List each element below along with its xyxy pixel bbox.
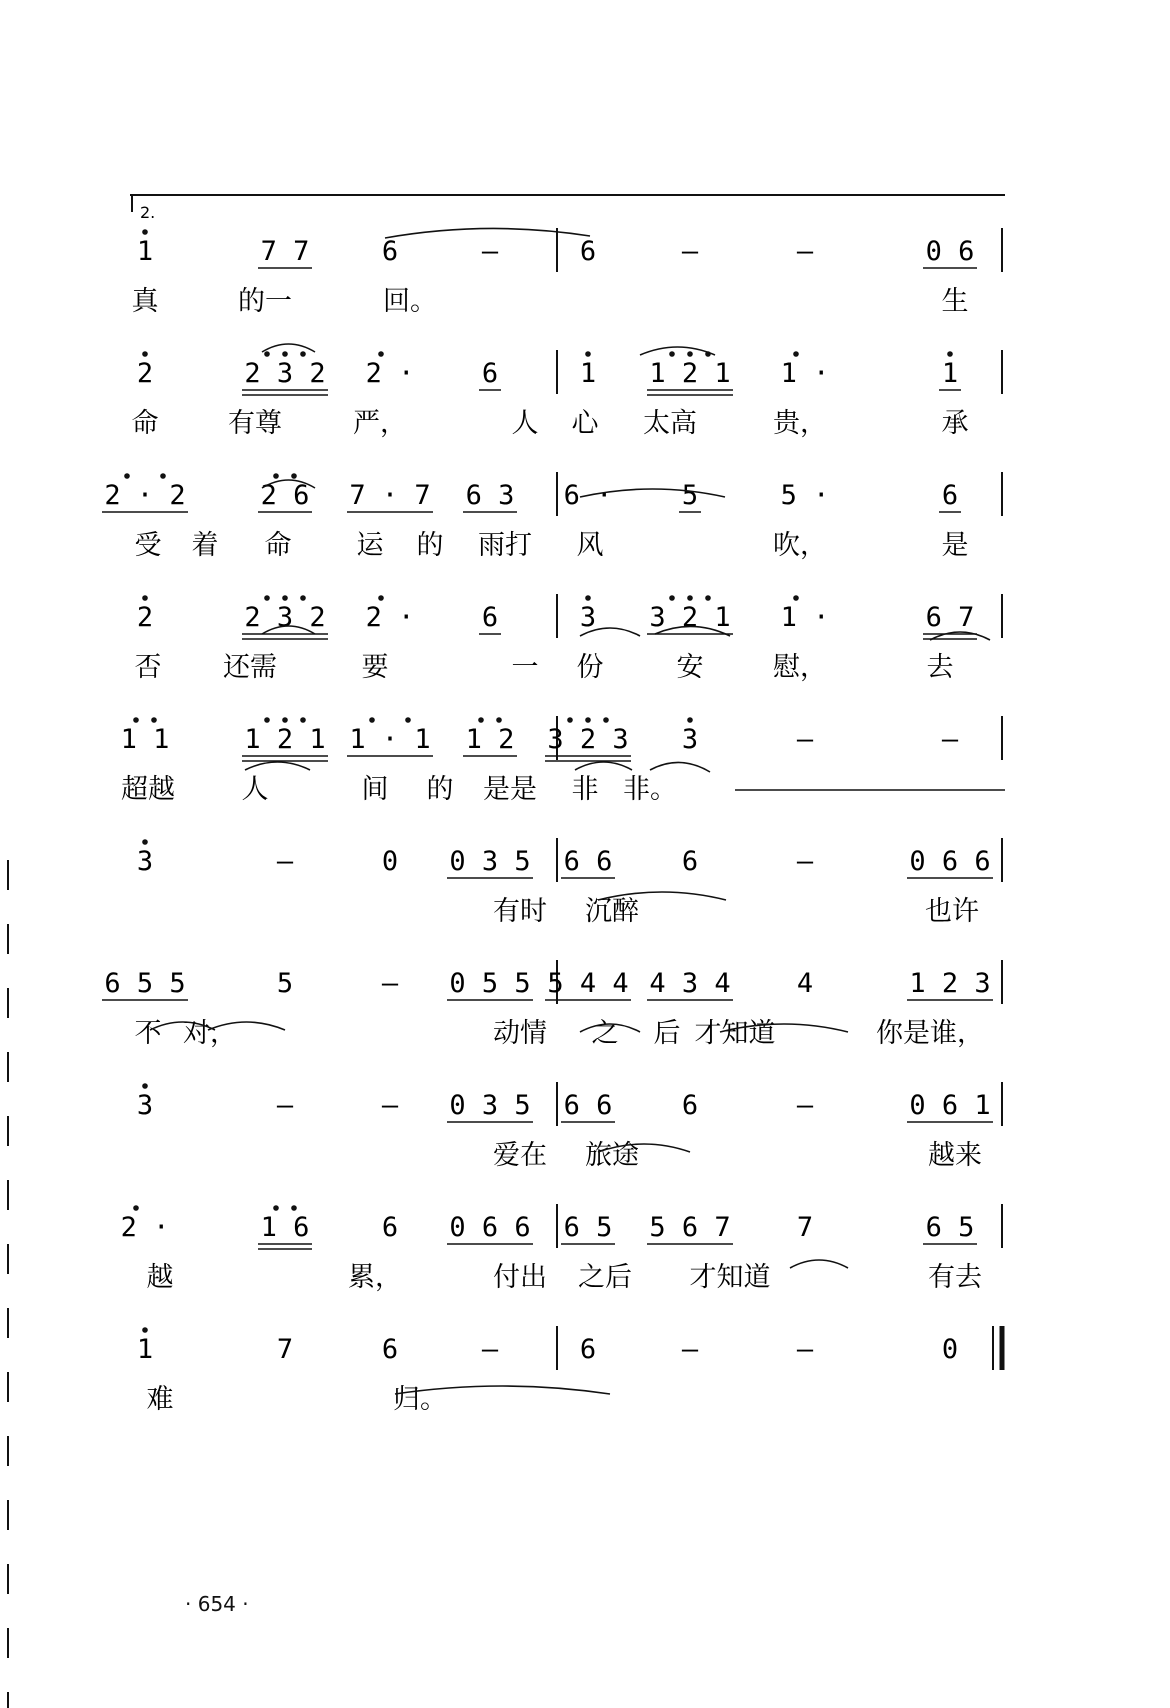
note-group: 6 bbox=[681, 1090, 699, 1121]
note-group: 1 2 1 bbox=[649, 358, 731, 389]
note-group: — bbox=[681, 236, 699, 267]
lyric-syllable: 超越 bbox=[121, 774, 175, 805]
lyric-syllable: 一 bbox=[511, 652, 539, 683]
octave-dot bbox=[273, 1205, 279, 1211]
note-group: 5 bbox=[276, 968, 294, 999]
octave-dot bbox=[142, 595, 148, 601]
note-group: 6 · bbox=[563, 480, 613, 511]
note-group: 6 bbox=[381, 1212, 399, 1243]
octave-dot bbox=[300, 351, 306, 357]
note-group: 3 bbox=[579, 602, 597, 633]
note-group: 6 bbox=[381, 1334, 399, 1365]
lyric-syllable: 的 bbox=[426, 774, 454, 805]
lyric-syllable: 不 bbox=[134, 1018, 162, 1049]
lyric-syllable: 安 bbox=[676, 652, 704, 683]
note-group: — bbox=[796, 1090, 814, 1121]
note-group: 6 bbox=[681, 846, 699, 877]
note-group: 0 bbox=[941, 1334, 959, 1365]
note-group: 0 6 1 bbox=[909, 1090, 991, 1121]
lyric-syllable: 严， bbox=[353, 408, 407, 439]
octave-dot bbox=[142, 1083, 148, 1089]
octave-dot bbox=[282, 351, 288, 357]
note-group: 2 3 2 bbox=[244, 602, 326, 633]
octave-dot bbox=[142, 1327, 148, 1333]
octave-dot bbox=[585, 717, 591, 723]
lyric-syllable: 难 bbox=[146, 1384, 174, 1415]
note-group: 6 5 bbox=[563, 1212, 613, 1243]
lyric-syllable: 慰， bbox=[773, 652, 827, 683]
note-group: 2 bbox=[136, 358, 154, 389]
lyric-syllable: 沉醉 bbox=[585, 896, 639, 927]
note-group: — bbox=[481, 236, 499, 267]
lyric-syllable: 才知道 bbox=[694, 1018, 776, 1049]
note-group: 6 bbox=[941, 480, 959, 511]
octave-dot bbox=[585, 351, 591, 357]
lyric-syllable: 有时 bbox=[493, 896, 547, 927]
lyric-syllable: 越来 bbox=[928, 1140, 982, 1171]
note-group: 7 · 7 bbox=[349, 480, 431, 511]
lyric-syllable: 爱在 bbox=[493, 1140, 547, 1171]
octave-dot bbox=[264, 595, 270, 601]
note-group: 7 bbox=[276, 1334, 294, 1365]
lyric-syllable: 动情 bbox=[493, 1018, 547, 1049]
octave-dot bbox=[142, 229, 148, 235]
lyric-syllable: 旅途 bbox=[585, 1140, 639, 1171]
note-group: 0 5 5 bbox=[449, 968, 531, 999]
lyric-syllable: 间 bbox=[361, 774, 389, 805]
octave-dot bbox=[603, 717, 609, 723]
octave-dot bbox=[124, 473, 130, 479]
octave-dot bbox=[705, 595, 711, 601]
lyric-syllable: 要 bbox=[361, 652, 389, 683]
note-group: 0 bbox=[381, 846, 399, 877]
note-group: 1 bbox=[579, 358, 597, 389]
octave-dot bbox=[687, 351, 693, 357]
octave-dot bbox=[273, 473, 279, 479]
note-group: — bbox=[796, 724, 814, 755]
note-group: 1 2 bbox=[465, 724, 515, 755]
note-group: — bbox=[481, 1334, 499, 1365]
octave-dot bbox=[142, 351, 148, 357]
octave-dot bbox=[264, 717, 270, 723]
note-group: — bbox=[796, 236, 814, 267]
lyric-syllable: 真 bbox=[131, 286, 159, 317]
lyric-syllable: 对， bbox=[183, 1018, 237, 1049]
note-group: 5 6 7 bbox=[649, 1212, 731, 1243]
lyric-syllable: 之 bbox=[591, 1018, 619, 1049]
lyric-syllable: 否 bbox=[134, 652, 162, 683]
note-group: 6 bbox=[579, 1334, 597, 1365]
octave-dot bbox=[133, 717, 139, 723]
note-group: 1 2 3 bbox=[909, 968, 991, 999]
lyric-syllable: 回。 bbox=[383, 286, 437, 317]
octave-dot bbox=[496, 717, 502, 723]
note-group: 6 bbox=[579, 236, 597, 267]
octave-dot bbox=[291, 1205, 297, 1211]
lyric-syllable: 受 bbox=[134, 530, 162, 561]
octave-dot bbox=[669, 351, 675, 357]
lyric-syllable: 非。 bbox=[623, 774, 677, 805]
note-group: — bbox=[381, 968, 399, 999]
note-group: — bbox=[796, 1334, 814, 1365]
page-number: · 654 · bbox=[185, 1592, 249, 1616]
octave-dot bbox=[478, 717, 484, 723]
lyric-syllable: 越 bbox=[146, 1262, 174, 1293]
octave-dot bbox=[300, 717, 306, 723]
note-group: 0 6 bbox=[925, 236, 975, 267]
note-group: 4 bbox=[796, 968, 814, 999]
lyric-syllable: 人 bbox=[511, 408, 539, 439]
slur bbox=[245, 762, 310, 770]
octave-dot bbox=[793, 595, 799, 601]
lyric-syllable: 贵， bbox=[773, 408, 827, 439]
octave-dot bbox=[378, 351, 384, 357]
octave-dot bbox=[793, 351, 799, 357]
lyric-syllable: 命 bbox=[264, 530, 292, 561]
lyric-syllable: 你是谁， bbox=[876, 1018, 984, 1049]
note-group: 3 bbox=[681, 724, 699, 755]
note-group: 6 bbox=[381, 236, 399, 267]
octave-dot bbox=[282, 595, 288, 601]
note-group: 0 6 6 bbox=[909, 846, 991, 877]
lyric-syllable: 还需 bbox=[223, 652, 277, 683]
lyric-syllable: 的 bbox=[416, 530, 444, 561]
note-group: 1 6 bbox=[260, 1212, 310, 1243]
note-group: — bbox=[381, 1090, 399, 1121]
lyric-syllable: 非 bbox=[571, 774, 599, 805]
octave-dot bbox=[264, 351, 270, 357]
slur bbox=[640, 347, 715, 355]
octave-dot bbox=[669, 595, 675, 601]
lyric-syllable: 后 bbox=[653, 1018, 681, 1049]
note-group: 0 3 5 bbox=[449, 846, 531, 877]
lyric-syllable: 的一 bbox=[238, 286, 292, 317]
lyric-syllable: 有去 bbox=[928, 1262, 982, 1293]
note-group: 2 bbox=[136, 602, 154, 633]
slur bbox=[790, 1260, 848, 1268]
lyric-syllable: 雨打 bbox=[478, 530, 532, 561]
note-group: 3 2 1 bbox=[649, 602, 731, 633]
note-group: 1 · 1 bbox=[349, 724, 431, 755]
note-group: 5 · bbox=[780, 480, 830, 511]
octave-dot bbox=[405, 717, 411, 723]
lyric-syllable: 吹， bbox=[773, 530, 827, 561]
lyric-syllable: 之后 bbox=[578, 1262, 632, 1293]
note-group: 1 · bbox=[780, 358, 830, 389]
octave-dot bbox=[291, 473, 297, 479]
octave-dot bbox=[151, 717, 157, 723]
note-group: 2 · 2 bbox=[104, 480, 186, 511]
octave-dot bbox=[585, 595, 591, 601]
lyric-syllable: 命 bbox=[131, 408, 159, 439]
lyric-syllable: 太高 bbox=[643, 408, 697, 439]
slur bbox=[262, 344, 315, 352]
note-group: 6 5 bbox=[925, 1212, 975, 1243]
lyric-syllable: 风 bbox=[576, 530, 604, 561]
lyric-syllable: 累， bbox=[348, 1262, 402, 1293]
note-group: 1 1 bbox=[120, 724, 170, 755]
note-group: 1 bbox=[941, 358, 959, 389]
lyric-syllable: 有尊 bbox=[228, 408, 282, 439]
note-group: 2 · bbox=[365, 358, 415, 389]
octave-dot bbox=[133, 1205, 139, 1211]
note-group: 6 bbox=[481, 602, 499, 633]
lyric-syllable: 去 bbox=[926, 652, 954, 683]
note-group: — bbox=[681, 1334, 699, 1365]
octave-dot bbox=[378, 595, 384, 601]
octave-dot bbox=[142, 839, 148, 845]
octave-dot bbox=[947, 351, 953, 357]
note-group: 5 4 4 bbox=[547, 968, 629, 999]
octave-dot bbox=[282, 717, 288, 723]
lyric-syllable: 归。 bbox=[393, 1384, 447, 1415]
note-group: 1 bbox=[136, 1334, 154, 1365]
note-group: 0 6 6 bbox=[449, 1212, 531, 1243]
lyric-syllable: 是 bbox=[941, 530, 969, 561]
note-group: 7 7 bbox=[260, 236, 310, 267]
note-group: 1 2 1 bbox=[244, 724, 326, 755]
note-group: 6 6 bbox=[563, 846, 613, 877]
note-group: — bbox=[941, 724, 959, 755]
lyric-syllable: 着 bbox=[191, 530, 219, 561]
lyric-syllable: 份 bbox=[576, 652, 604, 683]
note-group: 3 bbox=[136, 846, 154, 877]
note-group: 3 2 3 bbox=[547, 724, 629, 755]
octave-dot bbox=[687, 595, 693, 601]
octave-dot bbox=[300, 595, 306, 601]
note-group: — bbox=[276, 846, 294, 877]
lyric-syllable: 也许 bbox=[925, 896, 979, 927]
note-group: 6 bbox=[481, 358, 499, 389]
note-group: — bbox=[796, 846, 814, 877]
note-group: 2 6 bbox=[260, 480, 310, 511]
volta-label: 2. bbox=[140, 203, 156, 222]
slur bbox=[575, 762, 632, 770]
note-group: 1 bbox=[136, 236, 154, 267]
note-group: 6 3 bbox=[465, 480, 515, 511]
octave-dot bbox=[567, 717, 573, 723]
note-group: 3 bbox=[136, 1090, 154, 1121]
lyric-syllable: 运 bbox=[356, 530, 384, 561]
lyric-syllable: 心 bbox=[571, 408, 599, 439]
note-group: 0 3 5 bbox=[449, 1090, 531, 1121]
note-group: 5 bbox=[681, 480, 699, 511]
note-group: 2 · bbox=[120, 1212, 170, 1243]
lyric-syllable: 人 bbox=[241, 774, 269, 805]
octave-dot bbox=[369, 717, 375, 723]
slur bbox=[650, 762, 710, 772]
lyric-syllable: 才知道 bbox=[689, 1262, 771, 1293]
note-group: 7 bbox=[796, 1212, 814, 1243]
note-group: 2 3 2 bbox=[244, 358, 326, 389]
note-group: 6 6 bbox=[563, 1090, 613, 1121]
lyric-syllable: 生 bbox=[941, 286, 969, 317]
lyric-syllable: 承 bbox=[941, 408, 969, 439]
octave-dot bbox=[160, 473, 166, 479]
note-group: — bbox=[276, 1090, 294, 1121]
lyric-syllable: 付出 bbox=[493, 1262, 547, 1293]
note-group: 6 5 5 bbox=[104, 968, 186, 999]
octave-dot bbox=[687, 717, 693, 723]
note-group: 4 3 4 bbox=[649, 968, 731, 999]
lyric-syllable: 是是 bbox=[483, 774, 537, 805]
note-group: 1 · bbox=[780, 602, 830, 633]
note-group: 2 · bbox=[365, 602, 415, 633]
note-group: 6 7 bbox=[925, 602, 975, 633]
